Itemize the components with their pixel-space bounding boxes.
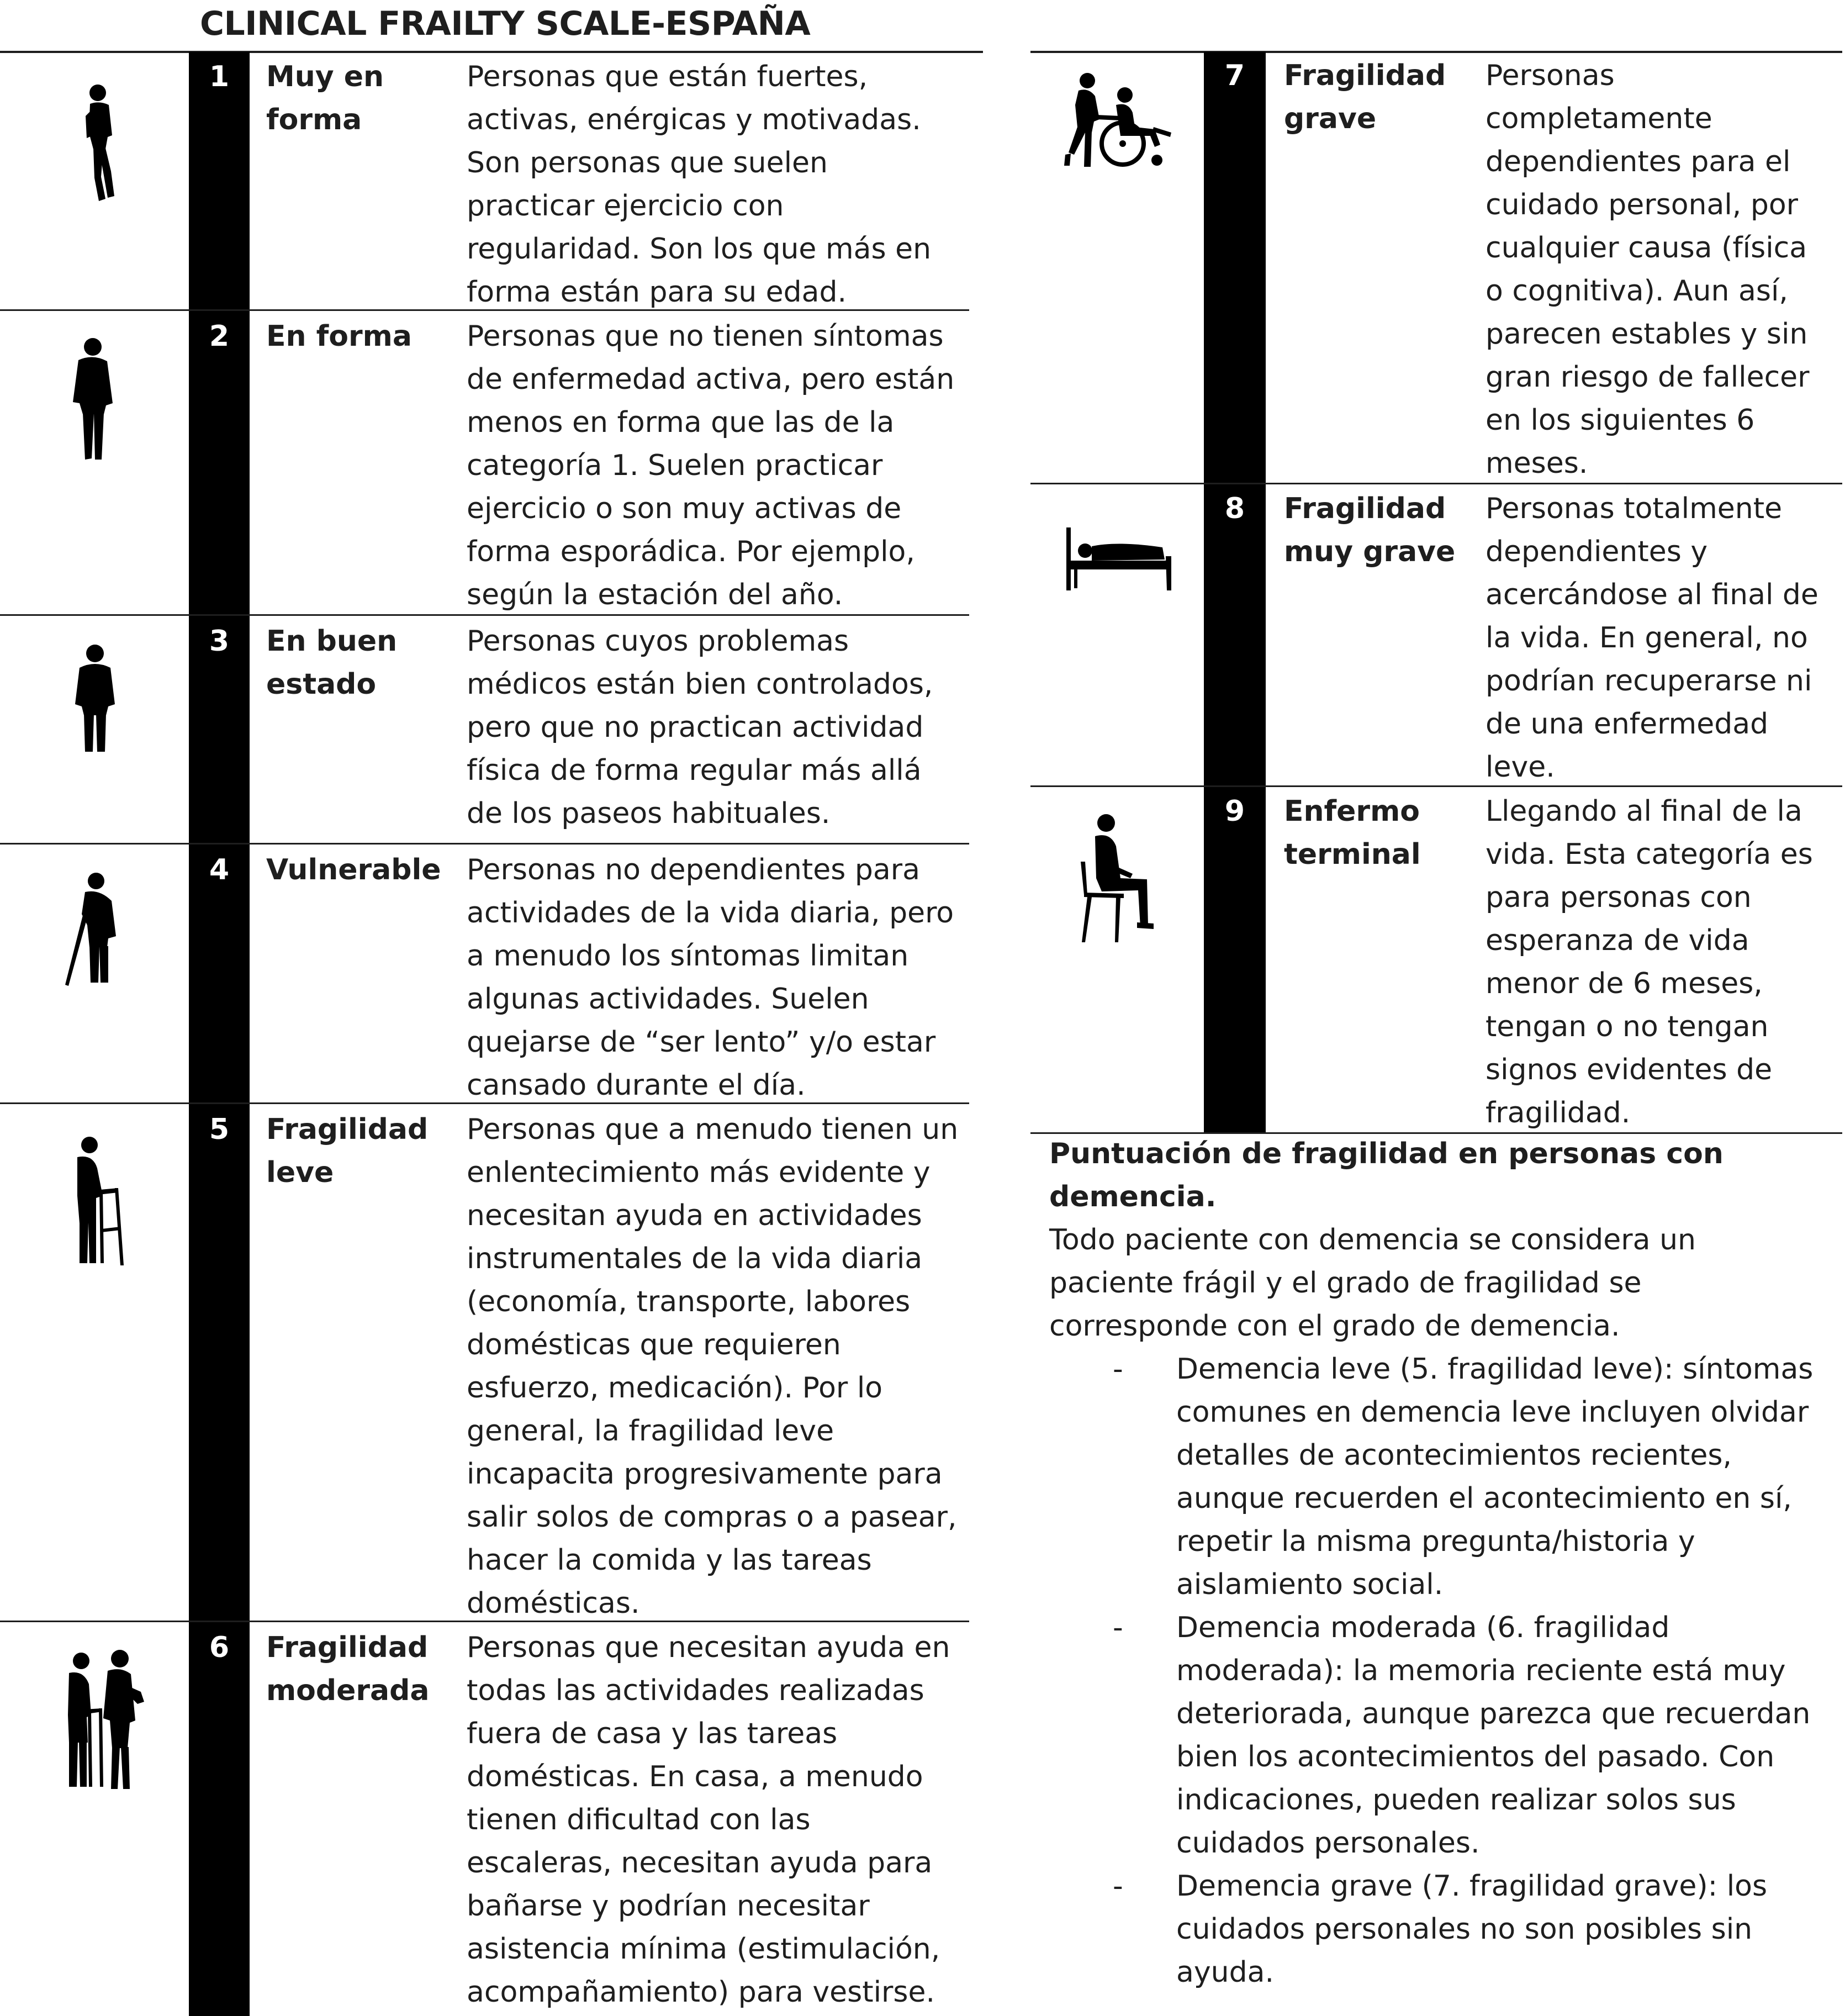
list-bullet: -	[1113, 1611, 1123, 1644]
seated-person-icon	[1080, 812, 1162, 944]
right-number-column	[1204, 52, 1266, 1132]
level-label: Vulnerable	[266, 853, 441, 886]
list-item: Demencia grave (7. fragilidad grave): los cuidados personales no son posibles sin ayuda.	[1176, 1870, 1768, 1989]
wheelchair-icon	[1063, 72, 1173, 171]
level-label: Fragilidad leve	[266, 1113, 429, 1189]
left-table-top-border	[0, 51, 983, 53]
level-number: 3	[209, 625, 230, 658]
level-description: Personas no dependientes para actividades de la vida diaria, pero a menudo los síntomas limitan algunas actividades. Suelen quejarse de “ser lento” y/o estar cansado durante el día.	[467, 853, 954, 1102]
level-label: En forma	[266, 320, 412, 353]
standing-person-icon	[67, 643, 123, 754]
list-bullet: -	[1113, 1353, 1123, 1386]
dementia-intro: Todo paciente con demencia se considera un paciente frágil y el grado de fragilidad se corresponde con el grado de demencia.	[1049, 1223, 1696, 1343]
bed-icon	[1063, 522, 1173, 594]
level-description: Personas que no tienen síntomas de enfermedad activa, pero están menos en forma que las de la categoría 1. Suelen practicar ejercicio o son muy activas de forma esporádica. Por ejemplo, según la estación del año.	[467, 320, 955, 611]
level-number: 6	[209, 1631, 230, 1664]
level-label: Muy en forma	[266, 60, 384, 136]
level-label: Fragilidad muy grave	[1284, 492, 1456, 568]
person-with-helper-icon	[52, 1649, 146, 1792]
level-description: Personas que a menudo tienen un enlentecimiento más evidente y necesitan ayuda en actividades instrumentales de la vida diaria (economía, transporte, labores domésticas que requieren esfuerzo, medicación). Por lo general, la fragilidad leve incapacita progresivamente para salir solos de compras o a pasear, hacer la comida y las tareas domésticas.	[467, 1113, 959, 1620]
level-label: Fragilidad moderada	[266, 1631, 430, 1707]
level-description: Personas completamente dependientes para el cuidado personal, por cualquier causa (física o cognitiva). Aun así, parecen estables y sin gran riesgo de fallecer en los siguientes 6 meses.	[1485, 59, 1810, 480]
page-title: CLINICAL FRAILTY SCALE-ESPAÑA	[200, 4, 811, 43]
level-description: Personas que están fuertes, activas, enérgicas y motivadas. Son personas que suelen practicar ejercicio con regularidad. Son los que más en forma están para su edad.	[467, 60, 932, 309]
walking-person-icon	[62, 337, 123, 464]
person-with-cane-icon	[61, 870, 127, 986]
right-table-top-border	[1030, 51, 1842, 53]
person-with-walker-icon	[61, 1135, 127, 1268]
walking-active-icon	[69, 83, 124, 207]
list-bullet: -	[1113, 1870, 1123, 1903]
dementia-heading: Puntuación de fragilidad en personas con demencia.	[1049, 1137, 1724, 1213]
level-description: Personas que necesitan ayuda en todas las actividades realizadas fuera de casa y las tareas domésticas. En casa, a menudo tienen dificultad con las escaleras, necesitan ayuda para bañarse y podrían necesitar asistencia mínima (estimulación, acompañamiento) para vestirse.	[467, 1631, 950, 2009]
row-divider	[0, 843, 969, 845]
level-number: 1	[209, 60, 230, 93]
level-label: Fragilidad grave	[1284, 59, 1446, 135]
level-description: Llegando al final de la vida. Esta categoría es para personas con esperanza de vida menor de 6 meses, tengan o no tengan signos evidentes de fragilidad.	[1485, 795, 1813, 1130]
level-number: 5	[209, 1113, 230, 1146]
level-number: 9	[1224, 795, 1245, 828]
list-item: Demencia moderada (6. fragilidad moderada): la memoria reciente está muy deteriorada, aunque parezca que recuerdan bien los acontecimientos del pasado. Con indicaciones, pueden realizar solos sus cuidados personales.	[1176, 1611, 1811, 1860]
level-description: Personas cuyos problemas médicos están bien controlados, pero que no practican actividad física de forma regular más allá de los paseos habituales.	[467, 625, 933, 830]
level-number: 2	[209, 320, 230, 353]
level-label: Enfermo terminal	[1284, 795, 1421, 871]
level-number: 8	[1224, 492, 1245, 525]
level-number: 7	[1224, 59, 1245, 92]
level-label: En buen estado	[266, 625, 398, 701]
list-item: Demencia leve (5. fragilidad leve): síntomas comunes en demencia leve incluyen olvidar detalles de acontecimientos recientes, aunque recuerden el acontecimiento en sí, repetir la misma pregunta/historia y aislamiento social.	[1176, 1353, 1814, 1601]
level-number: 4	[209, 853, 230, 886]
level-description: Personas totalmente dependientes y acercándose al final de la vida. En general, no podrían recuperarse ni de una enfermedad leve.	[1485, 492, 1818, 784]
